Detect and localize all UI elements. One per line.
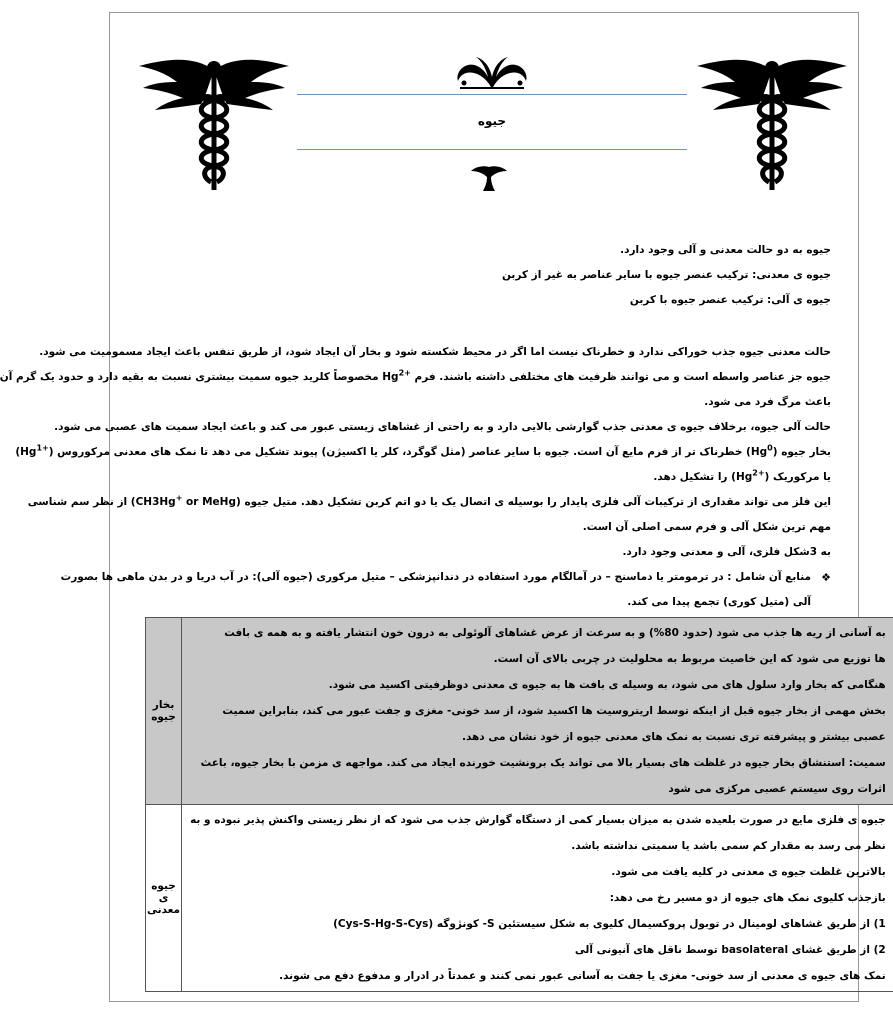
diamond-bullet-icon: ❖ bbox=[821, 571, 831, 584]
floral-ornament-icon bbox=[452, 55, 532, 91]
paragraph-line: مهم ترین شکل آلی و فرم سمی اصلی آن است. bbox=[582, 521, 831, 533]
table-cell-label: جیوه ی معدنی bbox=[146, 805, 182, 992]
intro-line: جیوه به دو حالت معدنی و آلی وجود دارد. bbox=[620, 244, 831, 256]
paragraph-line: بخار جیوه (Hg$^0$) خطرناک تر از فرم مایع آن است. جیوه با سایر عناصر (مثل گوگرد، کلر یا اکسیژن) پیوند تشکیل می دهد تا نمک های معدنی مرکوروس $(Hg^{1+})$ bbox=[15, 443, 831, 458]
paragraph-line: یا مرکوریک $(Hg^{2+})$ را تشکیل دهد. bbox=[653, 468, 831, 483]
intro-line: جیوه ی معدنی: ترکیب عنصر جیوه با سایر عناصر به غیر از کربن bbox=[501, 269, 831, 281]
spacer bbox=[147, 313, 831, 340]
caduceus-icon bbox=[697, 48, 847, 193]
document-body bbox=[0, 238, 831, 615]
bullet-item-continuation: آلی (متیل کوری) تجمع پیدا می کند. bbox=[627, 596, 811, 608]
header-rule-bottom bbox=[297, 149, 687, 150]
table-cell-description: به آسانی از ریه ها جذب می شود (حدود 80%) و به سرعت از عرض غشاهای آلوئولی به درون خون انتشار یافته و به همه ی بافت ها توزیع می شود که این خاصیت مربوط به محلولیت در چربی بالای آن است. هنگامی که بخار وارد سلول های می شود، به وسیله ی بافت ها به جیوه ی معدنی دوظرفیتی اکسید می شود. بخش مهمی از بخار جیوه قبل از اینکه توسط اریتروسیت ها اکسید شود، از سد خونی- مغزی و جفت عبور می کند، بنابراین سمیت عصبی بیشتر و پیشرفته تری نسبت به نمک های معدنی جیوه از خود نشان می دهد. سمیت: استنشاق بخار جیوه در غلظت های بسیار بالا می تواند یک برونشیت خورنده ایجاد می کند. مواجهه ی مزمن با بخار جیوه، باعث اثرات روی سیستم عصبی مرکزی می شود bbox=[182, 618, 893, 805]
fleuron-icon bbox=[469, 163, 509, 191]
bullet-item: ❖ منابع آن شامل : در ترمومتر یا دماسنج – در آمالگام مورد استفاده در دندانپزشکی – متیل مرکوری (جیوه آلی): در آب دریا و در بدن ماهی ها بصورت bbox=[147, 565, 831, 590]
table-cell-label: بخار جیوه bbox=[146, 618, 182, 805]
caduceus-icon bbox=[139, 48, 289, 193]
paragraph-line: حالت معدنی جیوه جذب خوراکی ندارد و خطرناک نیست اما اگر در محیط شکسته شود و بخار آن ایجاد شود، از طریق تنفس باعث ایجاد مسمومیت می شود. bbox=[39, 346, 831, 358]
table-row bbox=[146, 618, 893, 805]
paragraph-line: باعث مرگ فرد می شود. bbox=[704, 396, 831, 408]
paragraph-line: حالت آلی جیوه، برخلاف جیوه ی معدنی جذب گوارشی بالایی دارد و به راحتی از غشاهای زیستی عبور می کند و باعث ایجاد سمیت های عصبی می شود. bbox=[54, 421, 831, 433]
table-row bbox=[146, 805, 893, 992]
mercury-forms-table bbox=[145, 617, 893, 992]
paragraph-line: به 3شکل فلزی، آلی و معدنی وجود دارد. bbox=[622, 546, 831, 558]
paragraph-line: جیوه جز عناصر واسطه است و می توانند ظرفیت های مختلفی داشته باشند. فرم $Hg^{2+}$ مخصوصاً کلرید جیوه سمیت بیشتری نسبت به بقیه دارد و حدود یک گرم آن bbox=[0, 368, 831, 383]
header-rule-top bbox=[297, 94, 687, 95]
intro-line: جیوه ی آلی: ترکیب عنصر جیوه با کربن bbox=[629, 294, 831, 306]
table-cell-description: جیوه ی فلزی مایع در صورت بلعیده شدن به میزان بسیار کمی از دستگاه گوارش جذب می شود که از نظر زیستی واکنش پذیر نبوده و به نظر می رسد به مقدار کم سمی باشد یا سمیتی نداشته باشد. بالاترین غلظت جیوه ی معدنی در کلیه یافت می شود. بازجذب کلیوی نمک های جیوه از دو مسیر رخ می دهد: 1) از طریق غشاهای لومینال در توبول پروکسیمال کلیوی به شکل سیستئین S- کونژوگه (Cys-S-Hg-S-Cys) 2) از طریق غشای basolateral توسط ناقل های آنیونی آلی نمک های جیوه ی معدنی از سد خونی- مغزی یا جفت به آسانی عبور نمی کنند و عمدتاً در ادرار و مدفوع دفع می شوند. bbox=[182, 805, 893, 992]
page-title: جیوه bbox=[477, 114, 507, 128]
paragraph-line: این فلز می تواند مقداری از ترکیبات آلی فلزی پایدار را بوسیله ی اتصال یک یا دو اتم کربن تشکیل دهد. متیل جیوه (CH3Hg+ or MeHg) از نظر سم شناسی bbox=[27, 493, 831, 508]
